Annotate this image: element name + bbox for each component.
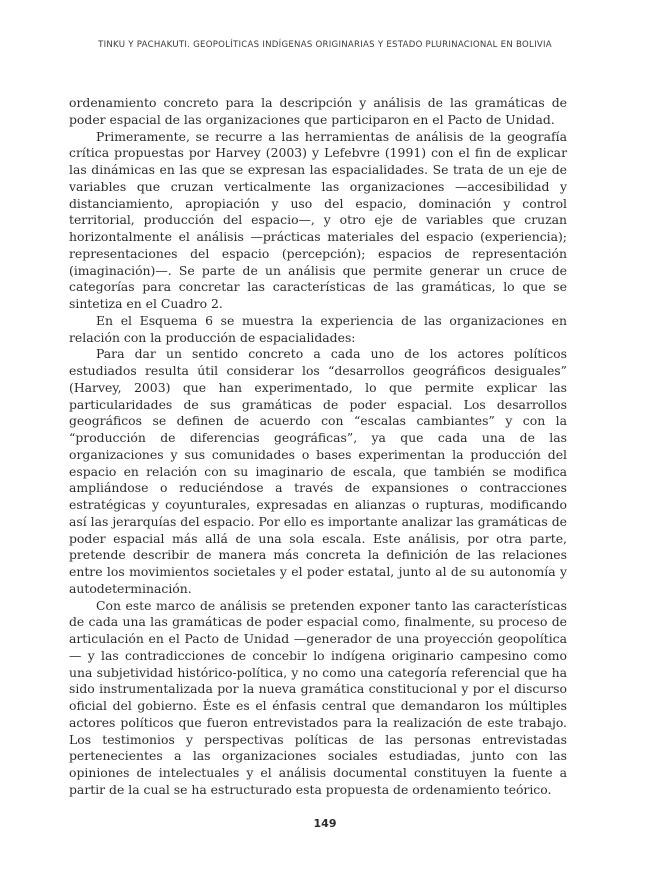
page-number: 149 (313, 817, 337, 830)
paragraph-analysis-framework: Con este marco de análisis se pretenden exponer tanto las características de cada una las gramáticas de poder espacial como, finalmente, su proceso de articulación en el Pacto de Unidad —generador de una proyección geopolítica— y las contradicciones de concebir lo indígena originario campesino como una subjetividad histórico-política, y no como una categoría referencial que ha sido instrumentalizada por la nueva gramática constitucional y por el discurso oficial del gobierno. Éste es el énfasis central que demandaron los múltiples actores políticos que fueron entrevistados para la realización de este trabajo. Los testimonios y perspectivas políticas de las personas entrevistadas pertenecientes a las organizaciones sociales estudiadas, junto con las opiniones de intelectuales y el análisis documental constituyen la fuente a partir de la cual se ha estructurado esta propuesta de ordenamiento teórico. (69, 597, 567, 797)
paragraph-continuation: ordenamiento concreto para la descripción y análisis de las gramáticas de poder espacial de las organizaciones que participaron en el Pacto de Unidad. (69, 95, 567, 127)
paragraph-esquema-6: En el Esquema 6 se muestra la experiencia de las organizaciones en relación con la producción de espacialidades: (69, 312, 567, 345)
paragraph-uneven-development: Para dar un sentido concreto a cada uno de los actores políticos estudiados resulta útil considerar los “desarrollos geográficos desiguales” (Harvey, 2003) que han experimentado, lo que permite explicar las particularidades de sus gramáticas de poder espacial. Los desarrollos geográficos se definen de acuerdo con “escalas cambiantes” y con la “producción de diferencias geográficas”, ya que cada una de las organizaciones y sus comunidades o bases experimentan la producción del espacio en relación con su imaginario de escala, que también se modifica ampliándose o reduciéndose a través de expansiones o contracciones estratégicas y coyunturales, expresadas en alianzas o rupturas, modificando así las jerarquías del espacio. Por ello es importante analizar las gramáticas de poder espacial más allá de una sola escala. Este análisis, por otra parte, pretende describir de manera más concreta la definición de las relaciones entre los movimientos societales y el poder estatal, junto al de su autonomía y autodeterminación. (69, 346, 567, 596)
paragraph-critical-geography: Primeramente, se recurre a las herramientas de análisis de la geografía crítica propuestas por Harvey (2003) y Lefebvre (1991) con el fin de explicar las dinámicas en las que se expresan las espacialidades. Se trata de un eje de variables que cruzan verticalmente las organizaciones —accesibilidad y distanciamiento, apropiación y uso del espacio, dominación y control territorial, producción del espacio—, y otro eje de variables que cruzan horizontalmente el análisis —prácticas materiales del espacio (experiencia); representaciones del espacio (percepción); espacios de representación (imaginación)—. Se parte de un análisis que permite generar un cruce de categorías para concretar las características de las gramáticas, lo que se sintetiza en el Cuadro 2. (69, 128, 567, 311)
body-text (69, 95, 567, 799)
running-head: TINKU Y PACHAKUTI. GEOPOLÍTICAS INDÍGENAS ORIGINARIAS Y ESTADO PLURINACIONAL EN BOLIVIA (98, 40, 552, 50)
